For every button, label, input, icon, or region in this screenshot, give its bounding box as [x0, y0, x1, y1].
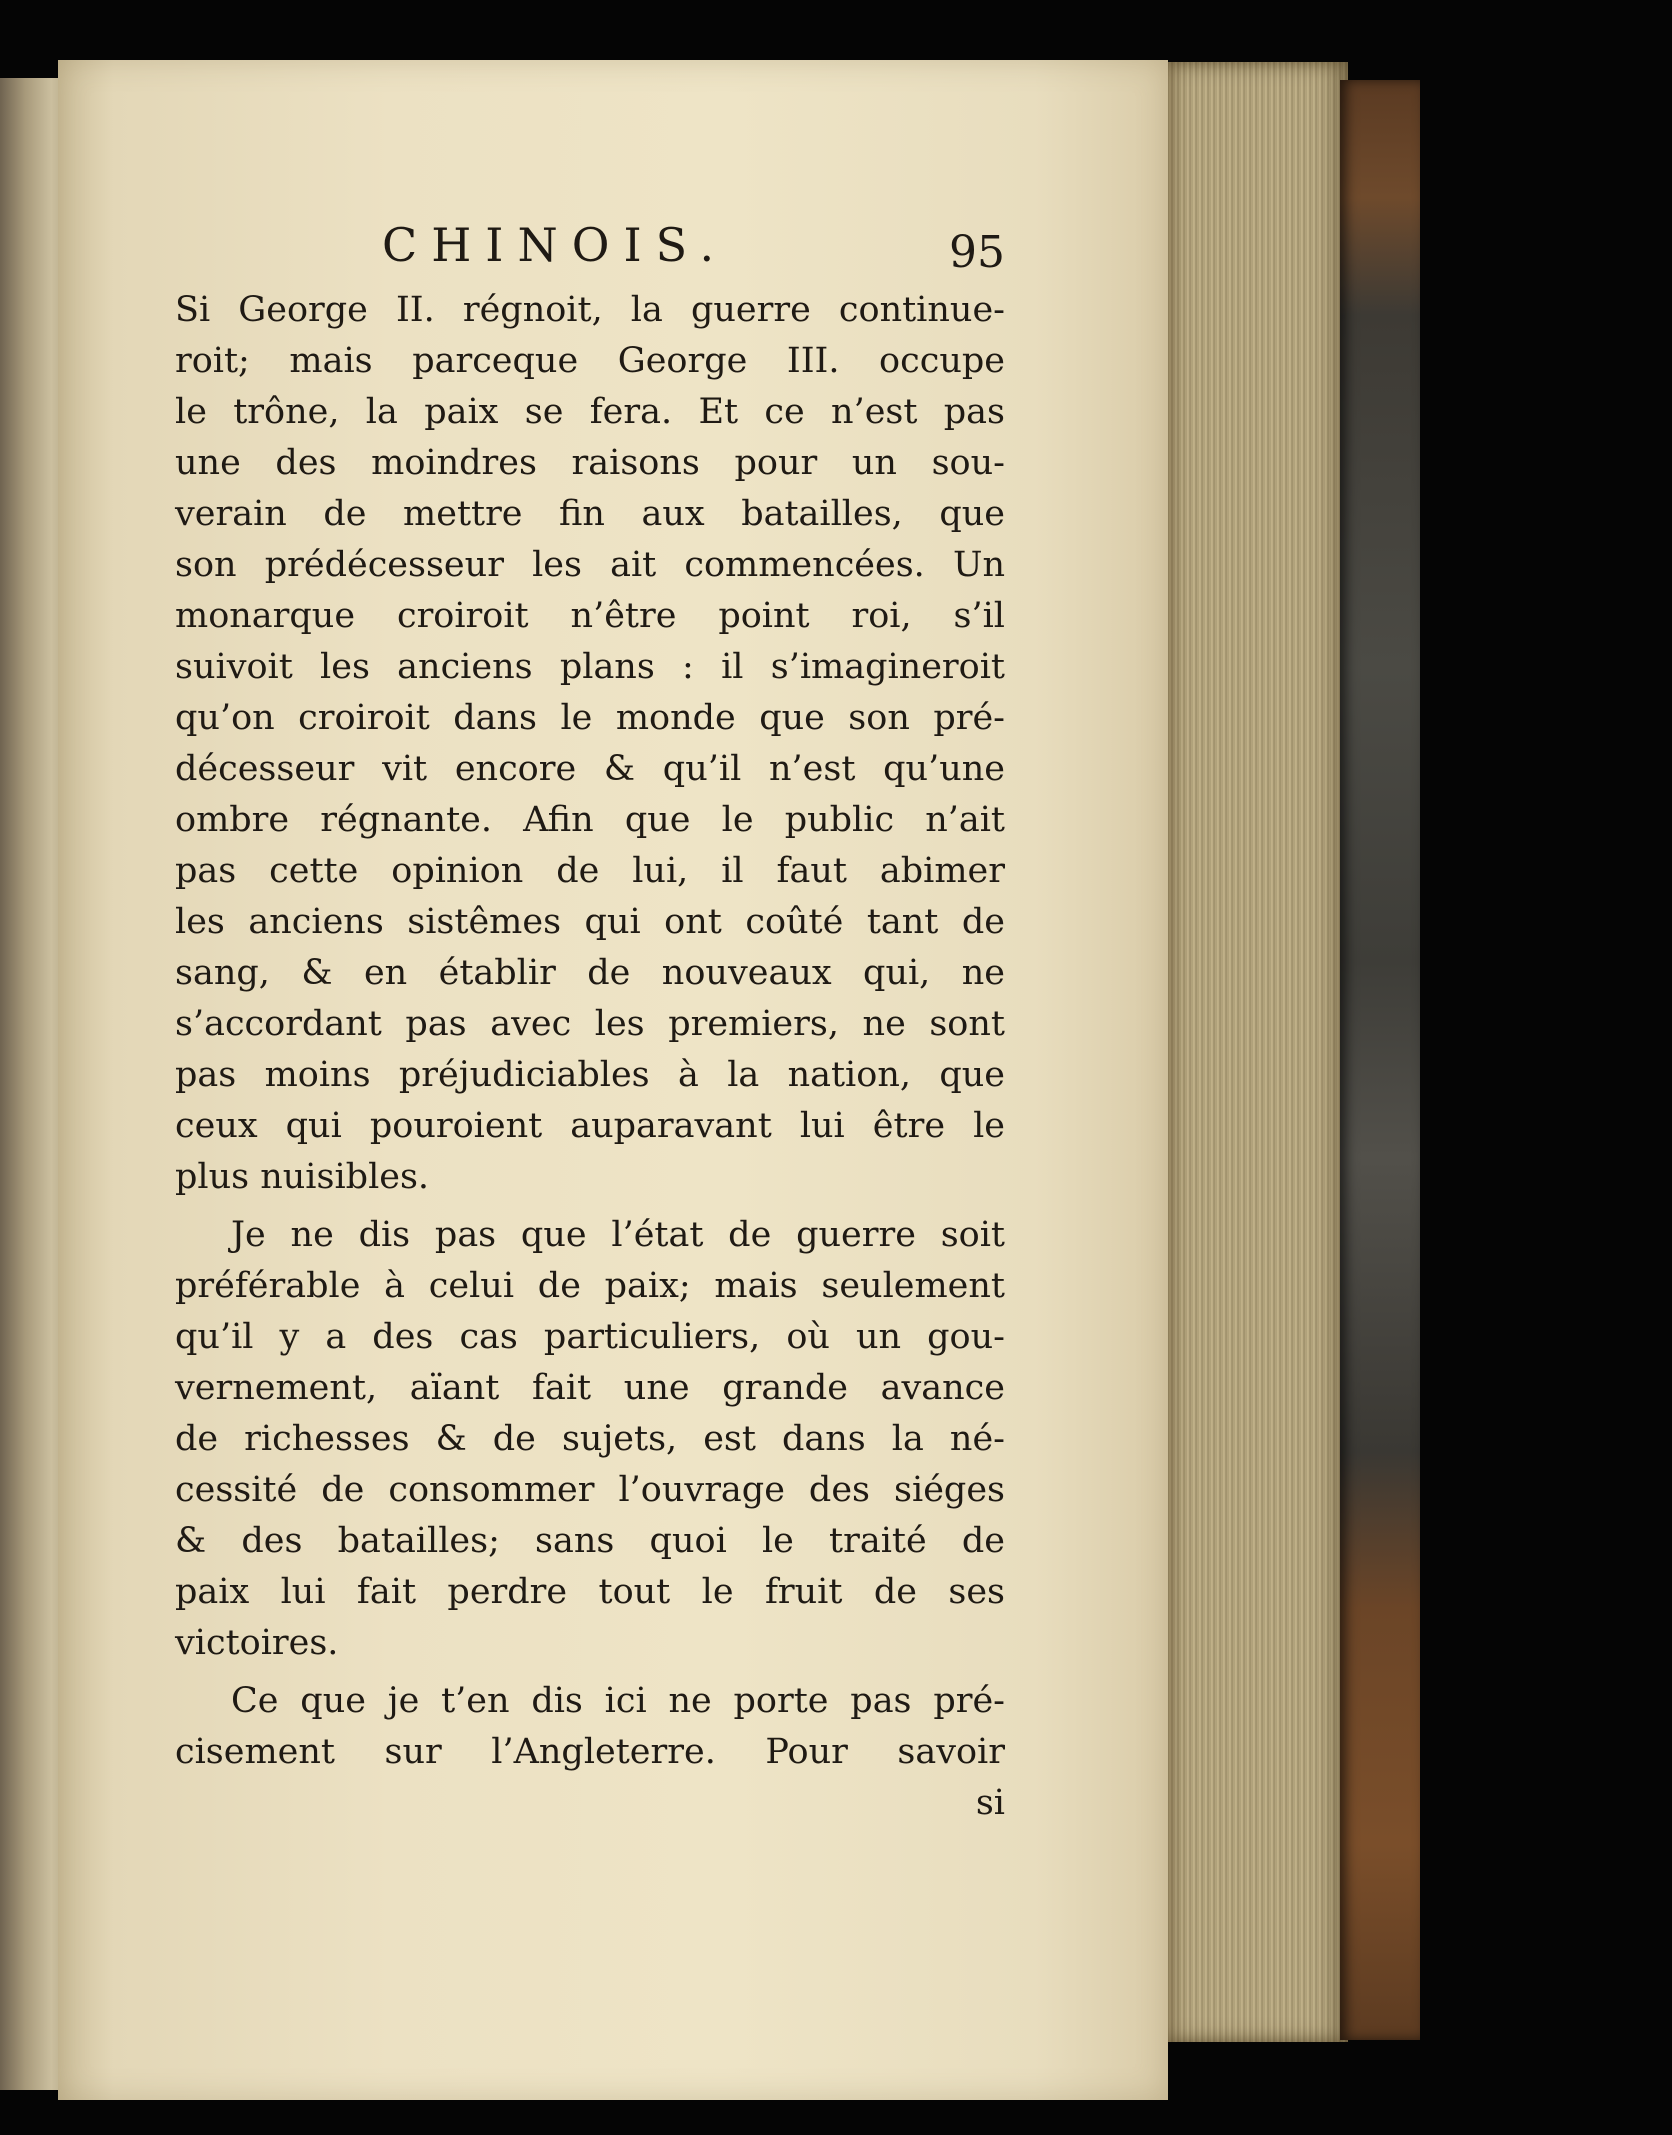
- text-line: roit; mais parceque George III. occupe: [175, 341, 1005, 381]
- text-line: cisement sur l’Angleterre. Pour savoir: [175, 1732, 1005, 1772]
- text-line: vernement, aïant fait une grande avance: [175, 1368, 1005, 1408]
- text-line: le trône, la paix se fera. Et ce n’est pas: [175, 392, 1005, 432]
- text-line: ombre régnante. Afin que le public n’ait: [175, 800, 1005, 840]
- text-line: qu’on croiroit dans le monde que son pré-: [175, 698, 1005, 738]
- text-line: Si George II. régnoit, la guerre continue-: [175, 290, 1005, 330]
- text-line: monarque croiroit n’être point roi, s’il: [175, 596, 1005, 636]
- text-line: pas moins préjudiciables à la nation, que: [175, 1055, 1005, 1095]
- text-line: cessité de consommer l’ouvrage des siéges: [175, 1470, 1005, 1510]
- page-number: 95: [949, 227, 1005, 278]
- text-line: plus nuisibles.: [175, 1157, 430, 1197]
- text-line: une des moindres raisons pour un sou-: [175, 443, 1005, 483]
- text-line: son prédécesseur les ait commencées. Un: [175, 545, 1005, 585]
- text-line: s’accordant pas avec les premiers, ne sont: [175, 1004, 1005, 1044]
- running-head-title: CHINOIS.: [382, 218, 729, 272]
- text-line: de richesses & de sujets, est dans la né-: [175, 1419, 1005, 1459]
- book-cover-edge: [1340, 80, 1420, 2040]
- text-line: suivoit les anciens plans : il s’imagineroit: [175, 647, 1005, 687]
- text-line: décesseur vit encore & qu’il n’est qu’une: [175, 749, 1005, 789]
- paragraph-2: [175, 1210, 1005, 1669]
- page-edges: [1168, 62, 1348, 2042]
- catchword: si: [975, 1783, 1005, 1823]
- text-line: pas cette opinion de lui, il faut abimer: [175, 851, 1005, 891]
- text-line: qu’il y a des cas particuliers, où un gou-: [175, 1317, 1005, 1357]
- paragraph-gap: [175, 1203, 1005, 1210]
- text-line: Ce que je t’en dis ici ne porte pas pré-: [231, 1681, 1005, 1721]
- text-line: Je ne dis pas que l’état de guerre soit: [231, 1215, 1005, 1255]
- previous-page-edge: [0, 78, 66, 2090]
- text-line: verain de mettre fin aux batailles, que: [175, 494, 1005, 534]
- paragraph-3: [175, 1676, 1005, 1778]
- paragraph-gap: [175, 1669, 1005, 1676]
- paragraph-1: [175, 285, 1005, 1203]
- running-head: [175, 215, 1005, 285]
- text-line: & des batailles; sans quoi le traité de: [175, 1521, 1005, 1561]
- text-line: paix lui fait perdre tout le fruit de ses: [175, 1572, 1005, 1612]
- page-text: [175, 215, 1005, 1829]
- text-line: ceux qui pouroient auparavant lui être le: [175, 1106, 1005, 1146]
- text-line: sang, & en établir de nouveaux qui, ne: [175, 953, 1005, 993]
- text-line: victoires.: [175, 1623, 339, 1663]
- text-line: préférable à celui de paix; mais seulement: [175, 1266, 1005, 1306]
- text-line: les anciens sistêmes qui ont coûté tant de: [175, 902, 1005, 942]
